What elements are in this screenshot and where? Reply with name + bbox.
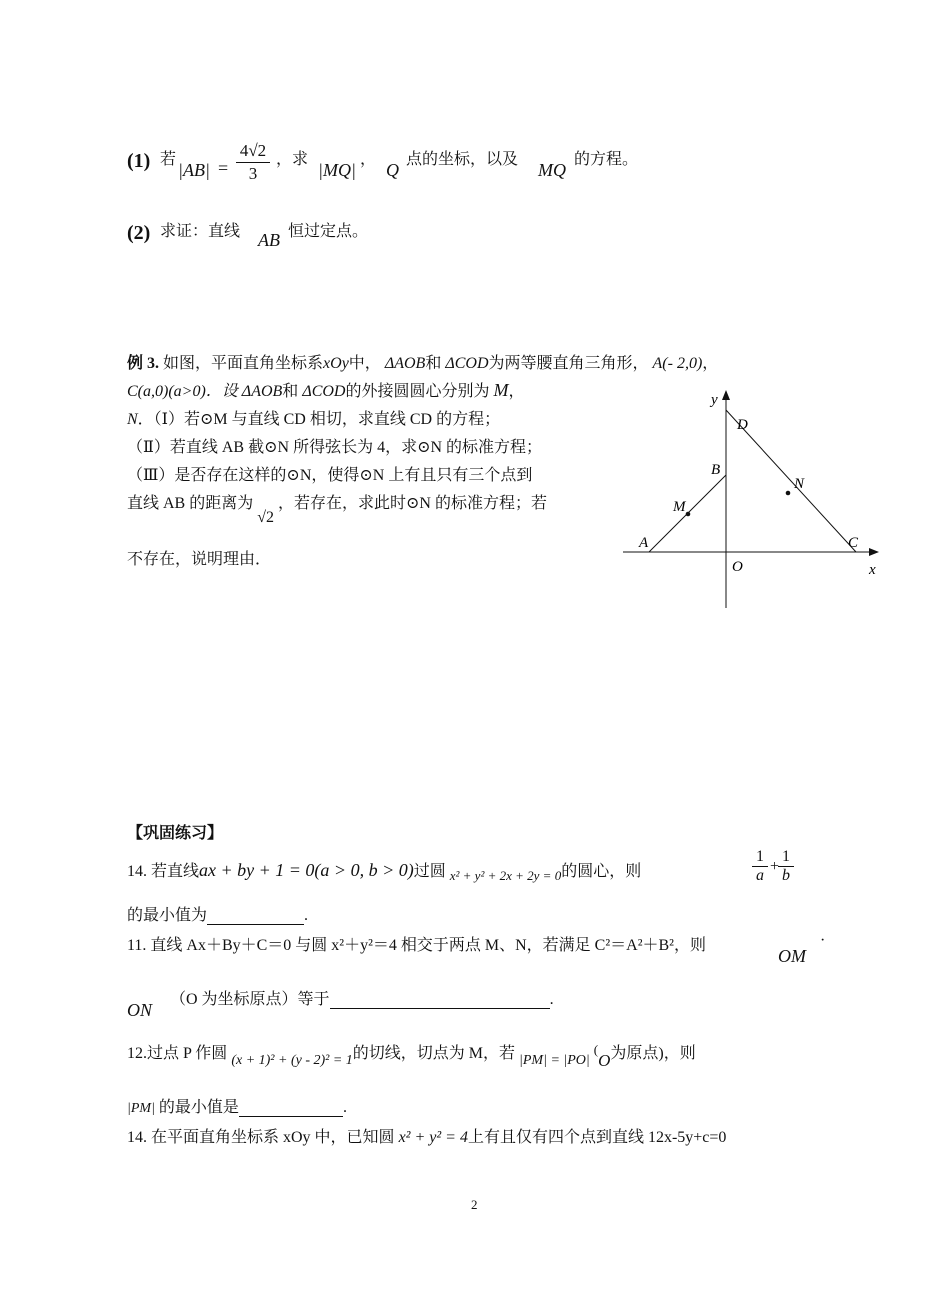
example3-line7: 不存在，说明理由． xyxy=(127,551,272,568)
part1-equals: = xyxy=(218,158,229,178)
x-axis-arrow xyxy=(869,548,879,556)
label-a: A xyxy=(639,535,649,551)
part2-ab: AB xyxy=(258,230,280,250)
point-m xyxy=(686,512,691,517)
example3-line6: 直线 AB 的距离为 √2 ，若存在，求此时⊙N 的标准方程；若 xyxy=(127,495,547,526)
label-b: B xyxy=(711,462,721,478)
practice-heading: 【巩固练习】 xyxy=(127,825,224,842)
q11-on: ON xyxy=(127,1000,153,1020)
label-c: C xyxy=(848,535,859,551)
part1-text-coord: 点的坐标，以及 xyxy=(406,151,519,168)
part1-abs-ab: |AB| xyxy=(178,160,210,180)
part1-comma: ， xyxy=(360,151,377,168)
q12-blank xyxy=(239,1100,343,1117)
q14a-plus: + xyxy=(770,858,780,875)
example3-line4: （Ⅱ）若直线 AB 截⊙N 所得弦长为 4，求⊙N 的标准方程； xyxy=(127,439,543,456)
q14a-blank xyxy=(207,908,304,925)
label-o: O xyxy=(732,559,743,575)
label-y: y xyxy=(711,392,718,408)
page-number: 2 xyxy=(471,1197,478,1212)
q11-om: OM xyxy=(778,946,806,966)
example3-line3: N．（Ⅰ）若⊙M 与直线 CD 相切，求直线 CD 的方程； xyxy=(127,411,501,428)
part1-q: Q xyxy=(386,160,399,180)
part1-text-find: ，求 xyxy=(276,151,309,168)
part1-text-eq: 的方程。 xyxy=(574,151,639,168)
q12-line1: 12.过点 P 作圆 (x + 1)² + (y - 2)² = 1的切线，切点为 M，若 |PM| = |PO| (O为原点)，则 xyxy=(127,1042,696,1070)
label-x: x xyxy=(869,562,876,578)
part1-if: 若 xyxy=(160,151,177,168)
example3-line1: 例 3. 如图，平面直角坐标系xOy中， ΔAOB和 ΔCOD为两等腰直角三角形， A(- 2,0)， xyxy=(127,355,719,372)
part1-number: (1) xyxy=(127,150,151,172)
q14a-frac1: 1 a xyxy=(752,848,768,885)
q14a-line2: 的最小值为 . xyxy=(127,907,309,924)
part2-text-fixed: 恒过定点。 xyxy=(288,223,369,240)
q11-dot: · xyxy=(820,932,826,949)
q14b-line1: 14. 在平面直角坐标系 xOy 中，已知圆 x² + y² = 4上有且仅有四个点到直线 12x-5y+c=0 xyxy=(127,1129,727,1146)
part1-fraction: 4√2 3 xyxy=(236,140,270,185)
example3-line2: C(a,0)(a>0)．设 ΔAOB和 ΔCOD的外接圆圆心分别为 M， xyxy=(127,380,525,400)
part2-number: (2) xyxy=(127,222,151,244)
part2-text-prove: 求证：直线 xyxy=(160,223,241,240)
q14a-line1: 14. 若直线ax + by + 1 = 0(a > 0, b > 0)过圆 $_{x^2 + y^2 + 2x + 2y = 0}$的圆心，则 xyxy=(127,860,642,883)
part1-abs-mq: |MQ| xyxy=(318,160,356,180)
label-m: M xyxy=(673,499,686,515)
label-n: N xyxy=(794,476,805,492)
q11-line2: （O 为坐标原点）等于 . xyxy=(170,991,554,1008)
part1-mq: MQ xyxy=(538,160,566,180)
q11-line1: 11. 直线 Ax＋By＋C＝0 与圆 x²＋y²＝4 相交于两点 M、N，若满足 C²＝A²＋B²，则 xyxy=(127,937,706,954)
q12-line2: |PM| 的最小值是 . xyxy=(127,1099,347,1116)
label-d: D xyxy=(737,417,748,433)
point-n xyxy=(786,491,791,496)
q14a-frac2: 1 b xyxy=(778,848,794,885)
coordinate-figure xyxy=(615,380,885,610)
y-axis-arrow xyxy=(722,390,730,400)
example3-line5: （Ⅲ）是否存在这样的⊙N，使得⊙N 上有且只有三个点到 xyxy=(127,467,533,484)
q11-blank xyxy=(330,992,550,1009)
